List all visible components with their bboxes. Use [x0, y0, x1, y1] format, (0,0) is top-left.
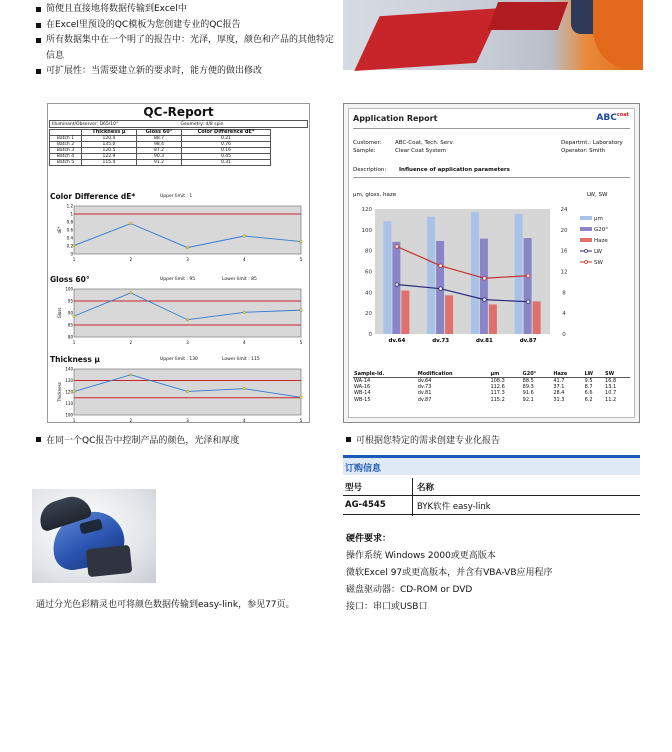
bar-0 — [383, 221, 391, 334]
data-point — [243, 311, 246, 314]
ar-department: Laboratory — [592, 140, 623, 146]
ar-table-cell: 11.2 — [605, 396, 617, 403]
app-caption: 可根据您特定的需求创建专业化报告 — [346, 433, 500, 446]
x-tick-label: dv.87 — [519, 338, 537, 344]
qc-table-header: Gloss 60° — [136, 130, 181, 136]
logo-sup: coat — [616, 112, 629, 118]
feature-item: 简便且直接地将数据传输到Excel中 — [36, 2, 336, 18]
application-report-page — [348, 108, 635, 418]
logo-text: ABC — [596, 113, 617, 123]
qc-lower-limit: Lower limit : 85 — [222, 277, 257, 282]
bar-0 — [427, 217, 435, 334]
ar-table-header: SW — [604, 371, 630, 378]
order-model: AG-4545 — [345, 500, 386, 510]
ar-title: Application Report — [353, 114, 438, 123]
data-point — [300, 309, 303, 312]
qc-table-cell: Batch 2 — [50, 142, 82, 148]
x-tick-label: 1 — [72, 257, 76, 262]
ar-table-cell: 13.1 — [605, 384, 617, 391]
legend-label: μm — [594, 216, 603, 222]
ar-table-header: Haze — [552, 371, 583, 378]
application-chart — [349, 199, 634, 349]
x-tick-label: 2 — [129, 340, 133, 345]
data-point — [300, 240, 303, 243]
hardware-line: 接口：串口或USB口 — [346, 602, 428, 612]
order-model-header: 型号 — [345, 483, 363, 493]
ar-table-cell: 31.3 — [553, 396, 565, 403]
bar-2 — [533, 301, 541, 334]
qc-section-title: Gloss 60° — [50, 275, 90, 284]
ar-customer-info — [353, 139, 454, 155]
y-tick-label: 0.2 — [66, 243, 73, 249]
divider — [353, 177, 630, 178]
red-sample-panel — [354, 8, 501, 71]
x-tick-label: 4 — [242, 340, 246, 345]
legend-swatch — [580, 238, 592, 242]
measurement-photo — [343, 0, 640, 70]
qc-table-cell: 135.0 — [81, 142, 136, 148]
qc-illuminant: Illuminant/Observer: D65/10° — [52, 122, 119, 127]
spectro-guide-photo — [32, 489, 156, 583]
y-tick-label: 90 — [67, 310, 73, 316]
line-point — [526, 300, 530, 304]
ar-table-cell: 16.8 — [605, 378, 617, 384]
x-tick-label: 4 — [242, 257, 246, 262]
qc-table-row — [50, 160, 271, 166]
line-point — [439, 287, 443, 291]
y-tick-label: 100 — [65, 286, 73, 292]
qc-table-cell: 0.16 — [182, 148, 271, 154]
y-tick-label: 120 — [65, 389, 73, 395]
device-caption: 通过分光色彩精灵也可将颜色数据传输到easy-link，参见77页。 — [36, 600, 295, 610]
ar-customer: ABC-Coat, Tech. Serv. — [395, 140, 455, 146]
y-tick-label: 100 — [65, 412, 73, 418]
line-point — [483, 276, 487, 280]
hardware-line: 微软Excel 97或更高版本，并含有VBA-VB应用程序 — [346, 568, 553, 578]
ar-data-table — [353, 371, 630, 403]
y-tick-label: 60 — [365, 269, 372, 276]
ar-table-header: Modification — [417, 371, 490, 378]
ar-table-cell: 117.3 — [490, 390, 505, 397]
qc-report-meta — [49, 120, 308, 128]
ar-label: Description: — [353, 167, 387, 173]
qc-table-cell: 88.7 — [136, 136, 181, 142]
red-sample-panel — [488, 2, 568, 30]
qc-table-cell: 120.5 — [81, 148, 136, 154]
ar-table-cell: 9.5 — [584, 378, 593, 384]
ar-table-cell: 91.6 — [522, 390, 534, 397]
feature-item: 所有数据集中在一个明了的报告中：光泽，厚度，颜色和产品的其他特定信息 — [36, 33, 336, 64]
y-tick-label: 20 — [365, 311, 372, 318]
qc-table-cell: 122.9 — [81, 154, 136, 160]
ar-table-cell: 89.3 — [522, 384, 534, 391]
ar-label: Operator: — [561, 148, 588, 154]
y-tick-label: 40 — [365, 290, 372, 297]
ar-table-cell: 108.3 — [490, 378, 505, 384]
order-column-divider — [412, 478, 413, 516]
hardware-title: 硬件要求： — [346, 534, 392, 544]
ar-table-row — [353, 397, 630, 403]
y-tick-label: 80 — [365, 248, 372, 255]
qc-upper-limit: Upper limit : 1 — [160, 194, 193, 199]
ar-sample: Clear Coat System — [395, 148, 447, 154]
ar-table-row — [353, 378, 630, 385]
qc-upper-limit: Upper limit : 130 — [160, 357, 198, 362]
line-point — [526, 274, 530, 278]
ar-label: Customer: — [353, 140, 382, 146]
qc-table-cell: 0.21 — [182, 136, 271, 142]
ar-table-cell: 115.2 — [490, 396, 505, 403]
x-tick-label: 1 — [72, 418, 76, 423]
y-tick-label: 110 — [65, 401, 73, 406]
x-tick-label: 3 — [186, 340, 189, 345]
x-tick-label: 3 — [186, 418, 189, 423]
feature-item: 可扩展性：当需要建立新的要求时，能方便的做出修改 — [36, 64, 336, 80]
bar-0 — [471, 212, 479, 334]
line-point — [483, 298, 487, 302]
x-tick-label: 3 — [186, 257, 189, 262]
ar-description-text: Influence of application parameters — [399, 167, 510, 173]
qc-table-cell: 0.45 — [182, 154, 271, 160]
qc-table-cell: Batch 5 — [50, 160, 82, 166]
qc-table — [49, 129, 271, 166]
qc-table-cell: Batch 1 — [50, 136, 82, 142]
qc-table-cell: 115.4 — [81, 160, 136, 166]
qc-section-title: Color Difference dE* — [50, 192, 136, 201]
line-point — [395, 283, 399, 287]
hardware-requirements — [346, 531, 553, 616]
data-point — [129, 222, 132, 225]
y-tick-label: 1.2 — [66, 203, 73, 209]
abc-coat-logo — [596, 112, 629, 123]
bar-2 — [401, 291, 409, 334]
legend-label: Haze — [594, 238, 608, 244]
line-point — [439, 264, 443, 268]
qc-table-cell: 90.3 — [136, 154, 181, 160]
ar-table-header: μm — [489, 371, 521, 378]
ar-right-axis-label: LW, SW — [587, 192, 608, 198]
ar-table-cell: 41.7 — [553, 378, 565, 384]
ar-table-cell: 28.4 — [553, 390, 565, 397]
bar-1 — [524, 238, 532, 334]
qc-table-cell: Batch 4 — [50, 154, 82, 160]
plot-area — [74, 289, 301, 337]
x-tick-label: 1 — [72, 340, 76, 345]
qc-table-cell: 91.2 — [136, 160, 181, 166]
data-point — [243, 387, 246, 390]
order-info-header — [343, 455, 640, 475]
legend-marker — [585, 250, 588, 253]
data-point — [186, 390, 189, 393]
ar-table-cell: 10.7 — [605, 390, 617, 397]
order-name: BYK软件 easy-link — [417, 502, 491, 512]
data-point — [186, 318, 189, 321]
ar-operator: Smith — [589, 148, 606, 154]
bar-0 — [515, 214, 523, 334]
y-tick-label: 100 — [361, 227, 372, 234]
qc-lower-limit: Lower limit : 115 — [222, 357, 260, 362]
hardware-line: 磁盘驱动器：CD-ROM or DVD — [346, 585, 473, 595]
y-tick-label: 130 — [65, 378, 73, 383]
ar-table-header: LW — [584, 371, 604, 378]
qc-table-cell: 0.31 — [182, 160, 271, 166]
ar-table-cell: dv.87 — [417, 396, 432, 403]
y2-tick-label: 24 — [560, 207, 568, 213]
qc-report-title: QC-Report — [143, 105, 214, 119]
ar-table-cell: WA-14 — [354, 378, 371, 384]
y-tick-label: 1 — [70, 211, 73, 217]
bar-1 — [480, 239, 488, 334]
ar-table-header: G20° — [522, 371, 553, 378]
operator-arm — [593, 0, 643, 70]
feature-item: 在Excel里预设的QC模板为您创建专业的QC报告 — [36, 18, 336, 34]
ar-table-cell: 112.6 — [490, 384, 505, 391]
divider — [353, 128, 630, 129]
y-tick-label: 0.6 — [66, 227, 73, 233]
qc-section-title: Thickness μ — [50, 355, 100, 364]
bar-2 — [445, 295, 453, 334]
y-tick-label: 0 — [70, 251, 73, 257]
x-tick-label: dv.81 — [475, 338, 493, 344]
y-tick-label: 140 — [65, 366, 73, 372]
qc-report — [47, 103, 310, 423]
y2-tick-label: 16 — [560, 248, 568, 255]
qc-chart-gloss — [58, 287, 309, 345]
data-point — [186, 246, 189, 249]
y-axis-label: dE* — [57, 226, 62, 234]
application-report — [343, 103, 640, 423]
legend-label: SW — [594, 260, 603, 266]
data-point — [129, 292, 132, 295]
x-tick-label: 5 — [299, 340, 303, 345]
ar-table-cell: 6.2 — [584, 396, 593, 403]
legend-label: LW — [594, 249, 602, 255]
qc-geometry: Geometry: d/8 spin — [180, 122, 224, 127]
bar-1 — [392, 242, 400, 334]
y-tick-label: 0.4 — [66, 235, 73, 241]
qc-upper-limit: Upper limit : 95 — [160, 277, 196, 282]
qc-table-cell: 87.2 — [136, 148, 181, 154]
legend-swatch — [580, 227, 592, 231]
x-tick-label: 2 — [129, 257, 133, 262]
qc-table-cell: Batch 3 — [50, 148, 82, 154]
ar-description — [353, 167, 510, 173]
ar-table-cell: 92.1 — [522, 396, 534, 403]
data-point — [73, 244, 76, 247]
data-point — [300, 396, 303, 399]
ar-table-cell: WB-14 — [354, 390, 371, 397]
x-tick-label: dv.64 — [388, 338, 406, 344]
ar-table-cell: WA-16 — [354, 384, 371, 391]
ar-department-info — [561, 139, 623, 155]
ar-label: Sample: — [353, 148, 376, 154]
order-name-header: 名称 — [417, 483, 435, 493]
y2-tick-label: 8 — [562, 290, 566, 297]
legend-label: G20° — [594, 227, 609, 233]
legend-swatch — [580, 216, 592, 220]
data-point — [73, 315, 76, 318]
y-tick-label: 80 — [67, 334, 73, 340]
x-tick-label: 5 — [299, 418, 303, 423]
ar-left-axis-label: μm, gloss, haze — [353, 192, 397, 198]
order-table-header — [343, 477, 640, 496]
x-tick-label: 2 — [129, 418, 133, 423]
device-base — [86, 545, 133, 577]
y2-tick-label: 20 — [560, 227, 568, 234]
ar-table-cell: dv.64 — [417, 378, 432, 384]
hardware-line: 操作系统 Windows 2000或更高版本 — [346, 551, 496, 561]
y-tick-label: 120 — [361, 207, 372, 213]
ar-table-cell: 8.7 — [584, 384, 593, 391]
ar-table-cell: dv.81 — [417, 390, 432, 397]
qc-table-cell: 98.4 — [136, 142, 181, 148]
x-tick-label: dv.73 — [432, 338, 450, 344]
qc-table-header: Color Difference dE* — [182, 130, 271, 136]
ar-table-cell: dv.73 — [417, 384, 432, 391]
data-point — [243, 235, 246, 238]
ar-label: Departmt.: — [561, 140, 592, 146]
legend-marker — [585, 261, 588, 264]
line-point — [395, 245, 399, 249]
y-tick-label: 95 — [67, 298, 73, 304]
ar-table-header: Sample-Id. — [353, 371, 417, 378]
ar-table-cell: 88.5 — [522, 378, 534, 384]
data-point — [129, 373, 132, 376]
qc-table-cell: 120.4 — [81, 136, 136, 142]
qc-table-header: Thickness μ — [81, 130, 136, 136]
order-table-row — [343, 496, 640, 515]
y2-tick-label: 12 — [560, 269, 568, 276]
y2-tick-label: 0 — [562, 332, 566, 338]
y-axis-label: Thickness — [57, 382, 62, 402]
y2-tick-label: 4 — [562, 311, 566, 318]
y-tick-label: 85 — [67, 322, 73, 328]
qc-chart-thickness — [58, 367, 309, 423]
x-tick-label: 4 — [242, 418, 246, 423]
qc-table-cell: 0.76 — [182, 142, 271, 148]
ar-table-cell: WB-15 — [354, 396, 371, 403]
feature-list — [36, 2, 336, 80]
order-info-title: 订购信息 — [345, 464, 382, 474]
x-tick-label: 5 — [299, 257, 303, 262]
y-tick-label: 0 — [368, 332, 372, 338]
ar-table-cell: 6.6 — [584, 390, 593, 397]
y-tick-label: 0.8 — [66, 219, 73, 225]
qc-caption: 在同一个QC报告中控制产品的颜色，光泽和厚度 — [36, 433, 239, 446]
data-point — [73, 390, 76, 393]
qc-chart-color-difference — [58, 204, 309, 262]
bar-2 — [489, 304, 497, 334]
ar-table-cell: 37.1 — [553, 384, 565, 391]
y-axis-label: Gloss — [57, 307, 62, 319]
